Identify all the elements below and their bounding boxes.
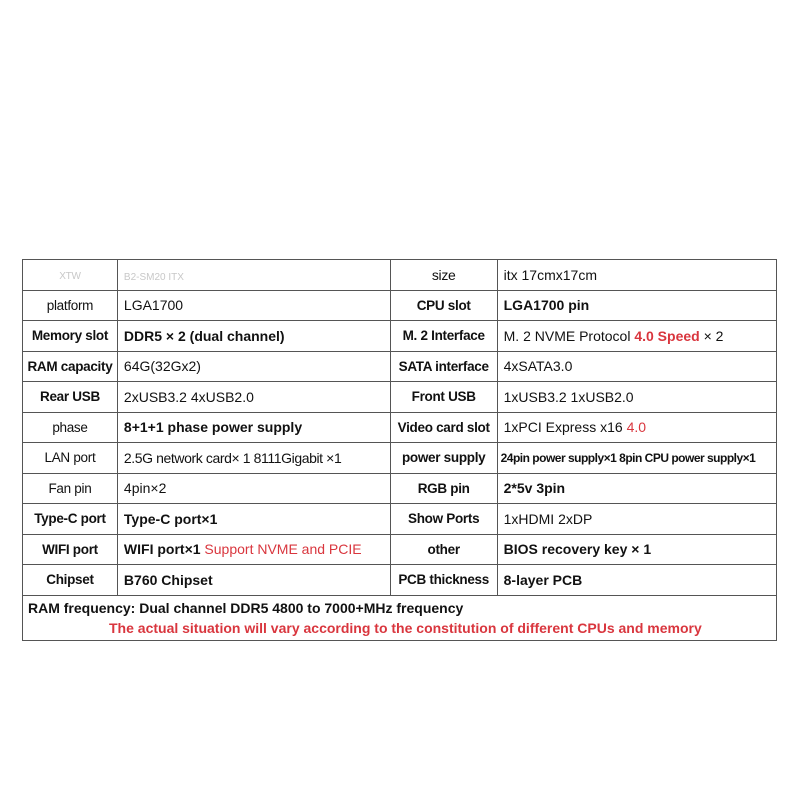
spec-value: 4pin×2	[117, 473, 390, 504]
disclaimer-text: The actual situation will vary according to the constitution of different CPUs and memory	[109, 619, 702, 636]
spec-key: power supply	[390, 443, 497, 474]
spec-value: 1xUSB3.2 1xUSB2.0	[497, 382, 776, 413]
table-row	[23, 504, 777, 535]
model-key: XTW	[23, 260, 118, 291]
spec-key: RGB pin	[390, 473, 497, 504]
spec-value: WIFI port×1 Support NVME and PCIE	[117, 534, 390, 565]
table-row	[23, 443, 777, 474]
spec-value: 2*5v 3pin	[497, 473, 776, 504]
model-value: B2-SM20 ITX	[117, 260, 390, 291]
table-row	[23, 534, 777, 565]
spec-key: Rear USB	[23, 382, 118, 413]
spec-value: 1xHDMI 2xDP	[497, 504, 776, 535]
spec-key: Show Ports	[390, 504, 497, 535]
table-row	[23, 321, 777, 352]
spec-key: Video card slot	[390, 412, 497, 443]
spec-key: LAN port	[23, 443, 118, 474]
spec-key: RAM capacity	[23, 351, 118, 382]
table-row	[23, 473, 777, 504]
pcie-version-highlight: 4.0	[626, 419, 647, 436]
spec-value: 8-layer PCB	[497, 565, 776, 596]
spec-value: LGA1700 pin	[497, 290, 776, 321]
spec-key: phase	[23, 412, 118, 443]
spec-key: SATA interface	[390, 351, 497, 382]
spec-value: Type-C port×1	[117, 504, 390, 535]
spec-value: 2.5G network card× 1 8111Gigabit ×1	[117, 443, 390, 474]
wifi-support-highlight: Support NVME and PCIE	[204, 541, 362, 558]
spec-key: CPU slot	[390, 290, 497, 321]
spec-value: M. 2 NVME Protocol 4.0 Speed × 2	[497, 321, 776, 352]
spec-value: 4xSATA3.0	[497, 351, 776, 382]
speed-highlight: 4.0 Speed	[634, 327, 700, 344]
spec-value: 64G(32Gx2)	[117, 351, 390, 382]
spec-value: 2xUSB3.2 4xUSB2.0	[117, 382, 390, 413]
spec-value: itx 17cmx17cm	[497, 260, 776, 291]
spec-key: Chipset	[23, 565, 118, 596]
spec-key: WIFI port	[23, 534, 118, 565]
ram-frequency-text: RAM frequency: Dual channel DDR5 4800 to 7000+MHz frequency	[28, 599, 464, 616]
spec-key: PCB thickness	[390, 565, 497, 596]
spec-value: 24pin power supply×1 8pin CPU power supply×1	[497, 443, 776, 474]
table-row	[23, 565, 777, 596]
spec-key: Front USB	[390, 382, 497, 413]
ram-frequency-note	[23, 595, 777, 640]
spec-value: 8+1+1 phase power supply	[117, 412, 390, 443]
table-row	[23, 351, 777, 382]
spec-value: LGA1700	[117, 290, 390, 321]
spec-key: size	[390, 260, 497, 291]
spec-value: DDR5 × 2 (dual channel)	[117, 321, 390, 352]
spec-key: Memory slot	[23, 321, 118, 352]
spec-value: BIOS recovery key × 1	[497, 534, 776, 565]
table-row	[23, 382, 777, 413]
spec-key: M. 2 Interface	[390, 321, 497, 352]
table-row	[23, 290, 777, 321]
table-row	[23, 412, 777, 443]
spec-key: other	[390, 534, 497, 565]
spec-key: Fan pin	[23, 473, 118, 504]
spec-key: platform	[23, 290, 118, 321]
table-row	[23, 260, 777, 291]
spec-value: B760 Chipset	[117, 565, 390, 596]
note-row	[23, 595, 777, 640]
spec-table	[22, 259, 777, 641]
spec-key: Type-C port	[23, 504, 118, 535]
spec-value: 1xPCI Express x16 4.0	[497, 412, 776, 443]
